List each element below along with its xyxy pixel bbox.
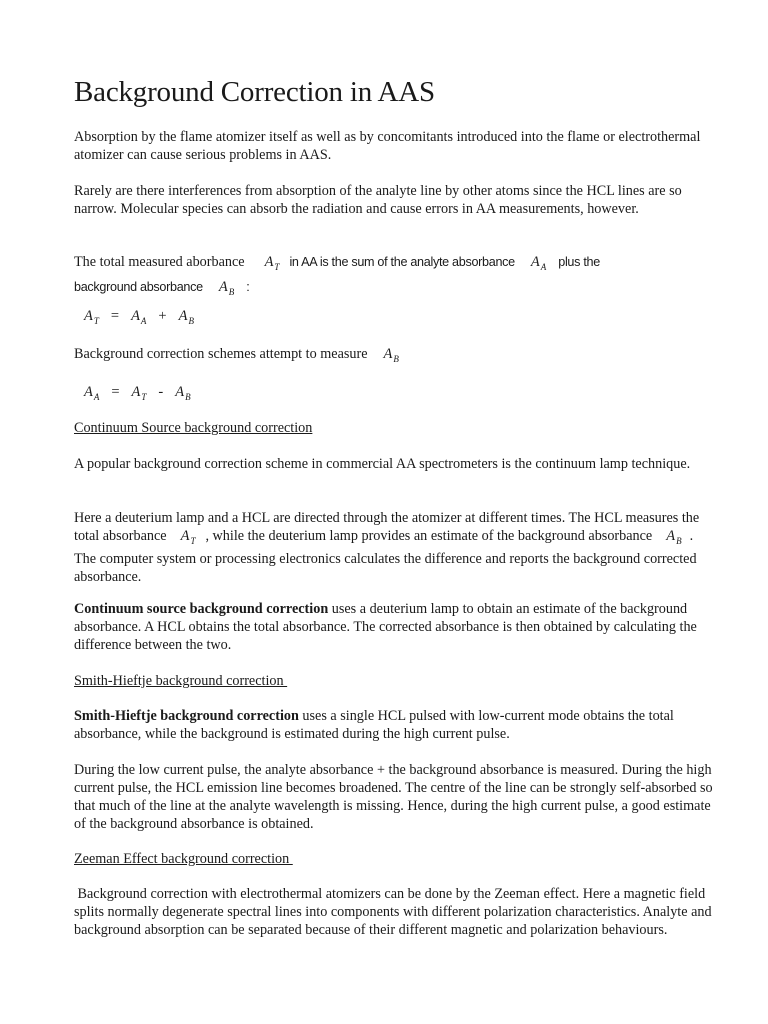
eq-subscript: T [93, 316, 99, 326]
text-fragment: Background correction schemes attempt to measure [74, 346, 368, 362]
symbol-letter: A [264, 254, 274, 270]
paragraph-smith-hieftje [74, 707, 714, 743]
text-fragment: Here a deuterium lamp and a HCL are directed through the atomizer at different times. The HCL measures the total absorbance [74, 510, 700, 544]
page-title: Background Correction in AAS [74, 76, 435, 108]
symbol-subscript: B [676, 536, 682, 546]
eq-term: A [175, 384, 185, 400]
text-fragment: . The computer system or processing electronics calculates the difference and reports the background corrected absorbance. [74, 528, 697, 585]
paragraph-zeeman: Background correction with electrothermal atomizers can be done by the Zeeman effect. Here a magnetic field splits normally degenerate spectral lines into components with different polarization characteristics. Analyte and background absorption can be separated because of their different magnetic and polarization behaviours. [74, 886, 716, 938]
eq-operator: - [158, 384, 164, 400]
eq-term: A [84, 308, 93, 324]
symbol-letter: A [383, 346, 393, 362]
eq-subscript: B [188, 316, 194, 326]
symbol-a-b [219, 277, 234, 302]
paragraph-interferences: Rarely are there interferences from absorption of the analyte line by other atoms since the HCL lines are so narrow. Molecular species can absorb the radiation and cause errors in AA measurements, however. [74, 183, 682, 217]
eq-term: A [131, 308, 140, 324]
eq-subscript: B [185, 392, 191, 402]
paragraph-current-pulse: During the low current pulse, the analyte absorbance + the background absorbance is measured. During the high current pulse, the HCL emission line becomes broadened. The centre of the line can be strongly self-absorbed so that much of the line at the analyte wavelength is missing. Hence, during the high current pulse, a good estimate of the background absorbance is obtained. [74, 762, 713, 832]
symbol-letter: A [180, 528, 190, 544]
bold-term: Smith-Hieftje background correction [74, 708, 299, 724]
symbol-a-b [384, 345, 399, 368]
bold-term: Continuum source background correction [74, 601, 329, 617]
paragraph-total-absorbance [74, 252, 714, 302]
eq-term: A [178, 308, 188, 324]
symbol-subscript: A [540, 262, 547, 272]
text-fragment: in AA is the sum of the analyte absorbance [289, 255, 515, 269]
equation-analyte-absorbance [84, 383, 191, 406]
eq-operator: + [158, 308, 167, 324]
text-fragment: plus the [558, 255, 600, 269]
paragraph-continuum-summary [74, 600, 714, 654]
eq-subscript: T [141, 392, 147, 402]
symbol-subscript: T [190, 536, 196, 546]
eq-subscript: A [93, 392, 100, 402]
paragraph-intro: Absorption by the flame atomizer itself as well as by concomitants introduced into the flame or electrothermal atomizer can cause serious problems in AAS. [74, 129, 701, 163]
symbol-a-b [666, 527, 681, 550]
symbol-subscript: B [228, 287, 235, 297]
eq-operator: = [111, 384, 120, 400]
section-heading-zeeman: Zeeman Effect background correction [74, 851, 293, 867]
symbol-a-a [531, 252, 546, 277]
equation-total-absorbance [84, 307, 194, 330]
eq-term: A [131, 384, 141, 400]
text-fragment: : [246, 280, 250, 294]
text-fragment: , while the deuterium lamp provides an estimate of the background absorbance [205, 528, 653, 544]
symbol-a-t [181, 527, 196, 550]
symbol-letter: A [530, 254, 540, 270]
section-heading-smith-hieftje: Smith-Hieftje background correction [74, 673, 288, 689]
symbol-letter: A [666, 528, 676, 544]
symbol-a-t [265, 252, 280, 277]
eq-operator: = [110, 308, 120, 324]
symbol-subscript: T [274, 262, 280, 272]
paragraph-continuum-lamp: A popular background correction scheme in commercial AA spectrometers is the continuum lamp technique. [74, 456, 691, 472]
symbol-letter: A [218, 279, 228, 295]
paragraph-schemes [74, 345, 714, 368]
eq-subscript: A [140, 316, 147, 326]
section-heading-continuum: Continuum Source background correction [74, 420, 313, 436]
symbol-subscript: B [393, 354, 399, 364]
eq-term: A [84, 384, 93, 400]
text-fragment: uses a single HCL pulsed with low-current mode obtains the total absorbance, while the background is estimated during the high current pulse. [74, 708, 674, 742]
text-fragment: The total measured aborbance [74, 254, 245, 270]
text-fragment: background absorbance [74, 280, 203, 294]
text-fragment: uses a deuterium lamp to obtain an estimate of the background absorbance. A HCL obtains the total absorbance. The corrected absorbance is then obtained by calculating the difference between the two. [74, 601, 697, 653]
paragraph-deuterium-lamp [74, 509, 714, 586]
